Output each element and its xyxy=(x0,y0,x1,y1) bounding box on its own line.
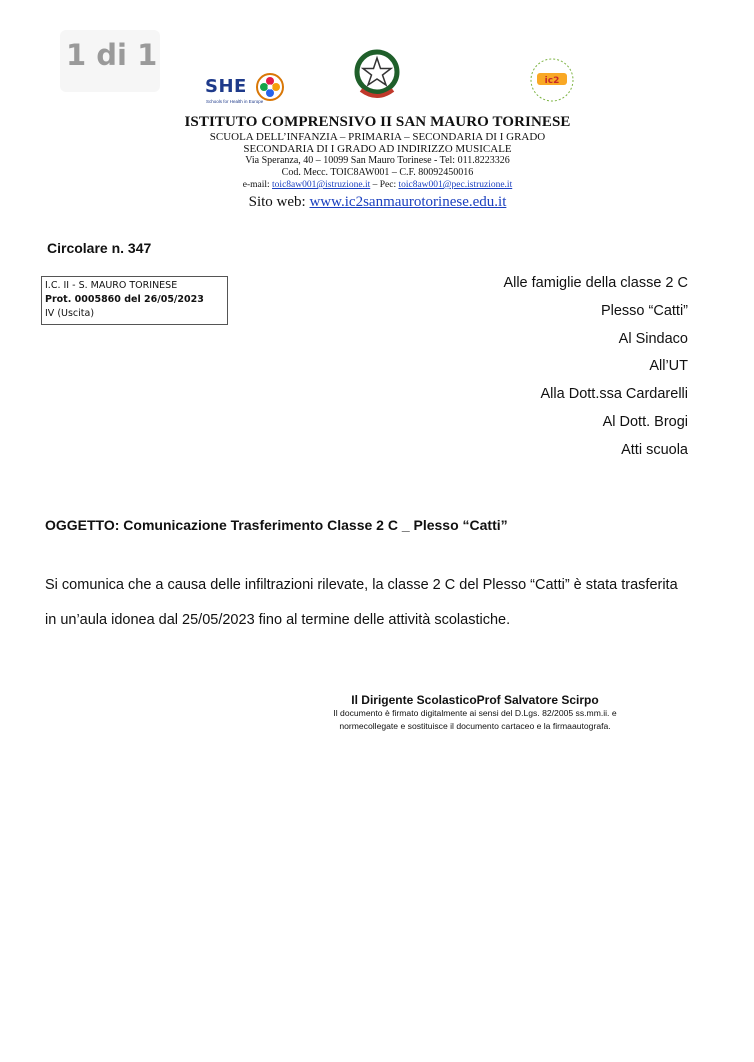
protocol-stamp xyxy=(41,276,228,325)
recipients-list xyxy=(503,270,688,465)
recipient-item: Alle famiglie della classe 2 C xyxy=(503,275,688,291)
circular-number: Circolare n. 347 xyxy=(47,240,152,256)
signature-block xyxy=(300,693,650,733)
digital-signature-note-1: Il documento è firmato digitalmente ai sensi del D.Lgs. 82/2005 ss.mm.ii. e xyxy=(333,708,617,718)
protocol-number: Prot. 0005860 del 26/05/2023 xyxy=(45,294,204,305)
website-label: Sito web: xyxy=(248,194,306,210)
email-link[interactable]: toic8aw001@istruzione.it xyxy=(272,180,371,190)
school-contacts xyxy=(140,179,615,191)
school-address: Via Speranza, 40 – 10099 San Mauro Torinese - Tel: 011.8223326 xyxy=(245,155,510,166)
recipient-item: Plesso “Catti” xyxy=(600,302,688,319)
letter-body xyxy=(45,568,745,638)
page-counter xyxy=(60,30,160,92)
email-label: e-mail: xyxy=(242,180,270,190)
protocol-institution: I.C. II - S. MAURO TORINESE xyxy=(45,280,178,291)
school-logo-icon xyxy=(525,55,579,110)
pec-label: – Pec: xyxy=(372,180,397,190)
she-logo-subtitle: Schools for Health in Europe xyxy=(206,99,264,104)
svg-text:ic2: ic2 xyxy=(544,76,560,86)
school-codes: Cod. Mecc. TOIC8AW001 – C.F. 80092450016 xyxy=(281,167,474,178)
she-logo xyxy=(205,70,285,110)
body-line-2: in un’aula idonea dal 25/05/2023 fino al termine delle attività scolastiche. xyxy=(45,612,511,628)
signatory-name: Il Dirigente ScolasticoProf Salvatore Scirpo xyxy=(351,693,599,707)
subject-line: OGGETTO: Comunicazione Trasferimento Classe 2 C _ Plesso “Catti” xyxy=(45,517,508,533)
she-logo-text: SHE xyxy=(205,76,247,97)
page-counter-text: 1 di 1 xyxy=(66,38,158,72)
school-levels: SCUOLA DELL’INFANZIA – PRIMARIA – SECONDARIA DI I GRADO xyxy=(209,131,546,143)
recipient-item: All’UT xyxy=(649,358,688,375)
digital-signature-note-2: normecollegate e sostituisce il documento cartaceo e la firmaautografa. xyxy=(339,721,611,731)
school-name: ISTITUTO COMPRENSIVO II SAN MAURO TORINESE xyxy=(184,114,571,130)
italian-republic-emblem-icon xyxy=(349,46,405,107)
pec-link[interactable]: toic8aw001@pec.istruzione.it xyxy=(398,180,513,190)
recipient-item: Al Sindaco xyxy=(618,330,688,347)
school-website xyxy=(140,192,615,212)
protocol-category: IV (Uscita) xyxy=(45,308,95,319)
recipient-item: Alla Dott.ssa Cardarelli xyxy=(540,386,688,403)
website-link[interactable]: www.ic2sanmaurotorinese.edu.it xyxy=(309,194,507,210)
letterhead xyxy=(140,114,615,212)
body-line-1: Si comunica che a causa delle infiltrazioni rilevate, la classe 2 C del Plesso “Catti” è stata trasferita xyxy=(45,577,678,593)
recipient-item: Atti scuola xyxy=(621,441,688,458)
she-flower-icon xyxy=(255,72,285,102)
school-music-section: SECONDARIA DI I GRADO AD INDIRIZZO MUSICALE xyxy=(243,143,512,155)
recipient-item: Al Dott. Brogi xyxy=(602,413,688,430)
